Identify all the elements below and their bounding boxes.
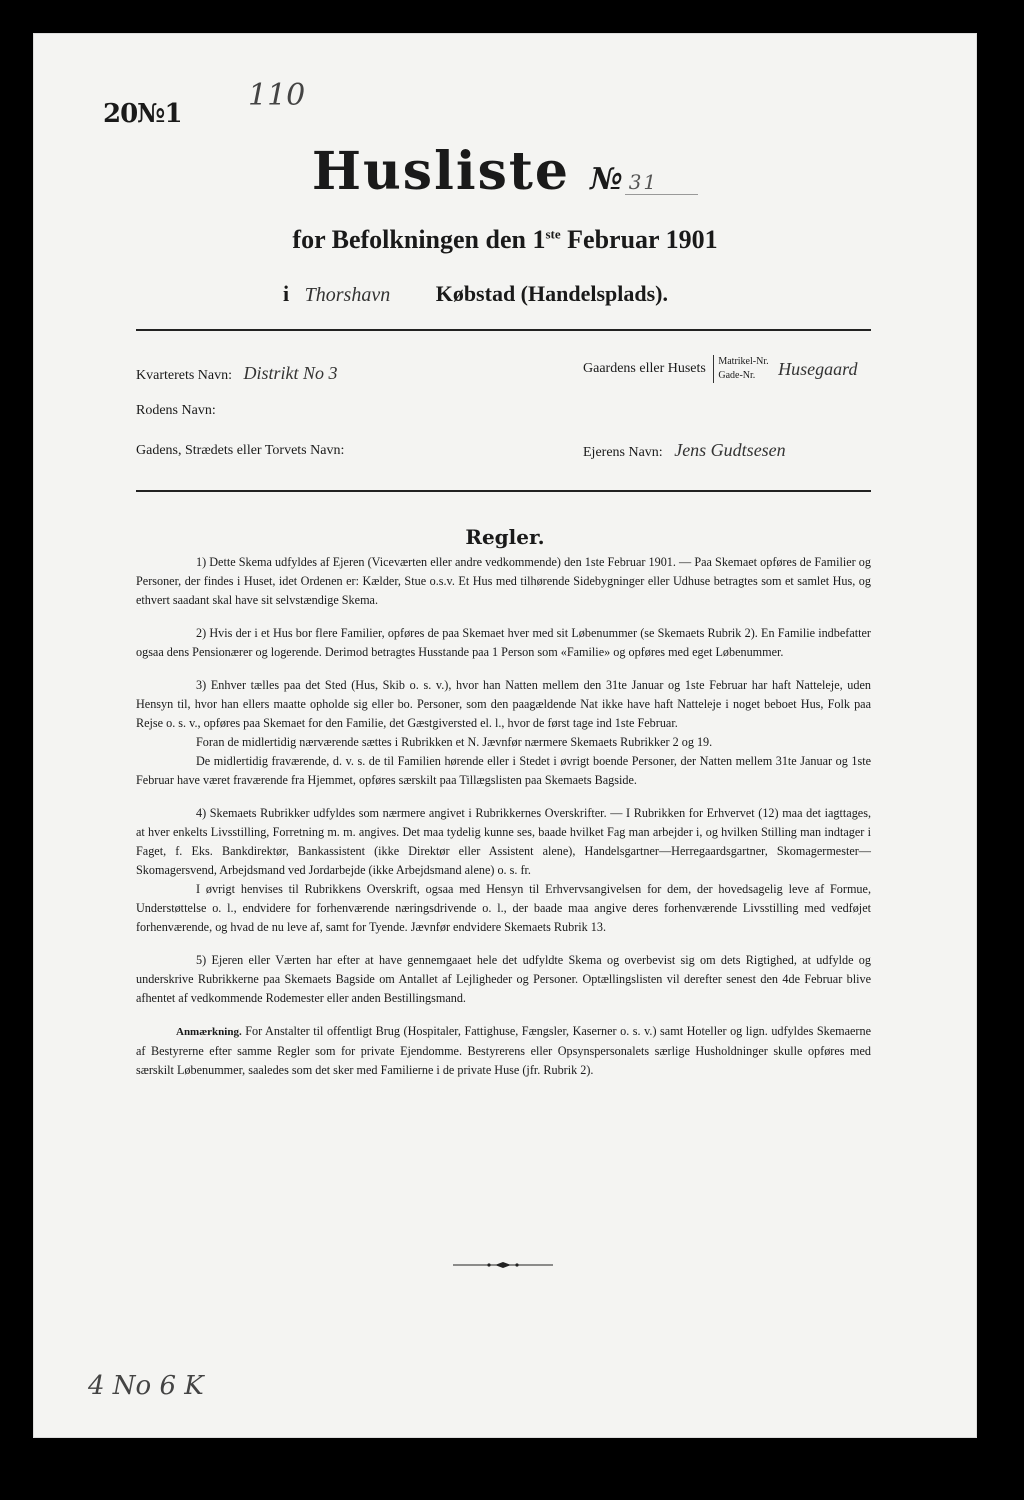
handwritten-bottom-note: 4 No 6 K — [88, 1371, 204, 1401]
gade-field — [136, 443, 344, 459]
kvarter-label: Kvarterets Navn: — [136, 368, 233, 383]
rule-5: 5) Ejeren eller Værten har efter at have gennemgaaet hele det udfyldte Skema og overbevist sig om dets Rigtighed, at udfylde og underskrive Rubrikkerne paa Skemaets Bagside om Antallet af Lejligheder og Personer. Optællingslisten vil derefter senest den 4de Februar blive afhentet af vedkommende Rodemester eller anden Bestillingsmand. — [136, 953, 871, 1005]
gaard-field — [583, 355, 857, 383]
gaard-bracket — [713, 355, 768, 383]
subtitle — [33, 225, 977, 255]
rules-heading: Regler. — [465, 525, 545, 549]
kvarter-field — [136, 363, 338, 384]
kvarter-value: Distrikt No 3 — [243, 363, 338, 383]
location-line — [283, 281, 668, 307]
town-name: Thorshavn — [304, 284, 391, 306]
rules-body — [136, 553, 871, 1094]
divider-top — [136, 329, 871, 331]
gaard-value: Husegaard — [778, 358, 858, 379]
subtitle-sup: ste — [545, 226, 561, 242]
rode-label: Rodens Navn: — [136, 403, 216, 418]
ejer-field — [583, 440, 786, 461]
rule-4a: 4) Skemaets Rubrikker udfyldes som nærmere angivet i Rubrikkernes Overskrifter. — I Rubrikken for Erhvervet (12) maa det iagttages, at hver enkelts Livsstilling, Forretning m. m. angives. Det maa tydelig kunne ses, baade hvilket Fag man arbejder i, og hvilken Stilling man indtager i Faget, f. Eks. Bankdirektør, Bankassistent (ikke Direktør eller Assistent alene), Handelsgartner—Herregaardsgartner, Skomagermester—Skomagersvend, Arbejdsmand ved Jordarbejde (ikke Arbejdsmand alene) o. s. fr. — [136, 806, 871, 877]
rule-3a: 3) Enhver tælles paa det Sted (Hus, Skib o. s. v.), hvor han Natten mellem den 31te Januar og 1ste Februar har haft Natteleje, uden Hensyn til, hvor han ellers maatte opholde sig eller bo. Personer, som den paagældende Nat ikke have haft Natteleje i noget beboet Hus, Folk paa Rejse o. s. v., opføres paa Skemaet for den Familie, det Gæstgiversted el. l., hvor de først tage ind 1ste Februar. — [136, 678, 871, 730]
rule-3c: De midlertidig fraværende, d. v. s. de til Familien hørende eller i Stedet i øvrigt boende Personer, der Natten mellem 31te Januar og 1ste Februar have været fraværende fra Hjemmet, opføres særskilt paa Tillægslisten paa Skemaets Bagside. — [136, 754, 871, 787]
divider-middle — [136, 490, 871, 492]
rode-field — [136, 403, 216, 419]
number-sign: № — [590, 162, 625, 197]
title-main: Husliste — [311, 141, 570, 202]
gadenr-label: Gade-Nr. — [718, 370, 756, 381]
list-number: 31 — [625, 170, 698, 195]
location-suffix: Købstad (Handelsplads). — [435, 281, 668, 306]
rule-3b: Foran de midlertidig nærværende sættes i Rubrikken et N. Jævnfør nærmere Skemaets Rubrikker 2 og 19. — [196, 735, 713, 749]
subtitle-before: for Befolkningen den 1 — [292, 225, 546, 254]
ejer-value: Jens Gudtsesen — [674, 440, 786, 460]
rules-note — [136, 1022, 871, 1080]
page-title — [33, 141, 977, 202]
matrikel-label: Matrikel-Nr. — [718, 356, 769, 367]
handwritten-top-note: 110 — [248, 78, 306, 113]
ejer-label: Ejerens Navn: — [583, 445, 663, 460]
rule-4b: I øvrigt henvises til Rubrikkens Overskrift, ogsaa med Hensyn til Erhvervsangivelsen for dem, der hovedsagelig leve af Formue, Understøttelse o. l., endvidere for forhenværende næringsdrivende o. l., der baade maa angive deres forhenværende Livsstilling med vedføjet forhenværende, og hvad de nu leve af, samt for Tyende. Jævnfør endvidere Skemaets Rubrik 13. — [136, 882, 871, 934]
note-text: For Anstalter til offentligt Brug (Hospitaler, Fattighuse, Fængsler, Kaserner o. s. v.) samt Hoteller og lign. udfyldes Skemaerne af Bestyrerne efter samme Regler som for private Ejendomme. Bestyrerens eller Opsynspersonalets særlige Husholdninger skulle opføres med særskilt Løbenummer, saaledes som det sker med Familierne i de private Huse (jfr. Rubrik 2). — [136, 1024, 871, 1077]
document-page — [33, 33, 977, 1438]
gaard-label: Gaardens eller Husets — [583, 361, 706, 376]
subtitle-after: Februar 1901 — [560, 225, 718, 254]
location-prefix: i — [283, 281, 290, 306]
archive-stamp: 20№1 — [103, 99, 182, 129]
ornament-divider — [453, 1261, 553, 1269]
rule-2: 2) Hvis der i et Hus bor flere Familier, opføres de paa Skemaet hver med sit Løbenummer (se Skemaets Rubrik 2). En Familie indbefatter ogsaa dens Pensionærer og logerende. Derimod betragtes Husstande paa 1 Person som «Familie» og opføres med eget Løbenummer. — [136, 626, 871, 659]
gade-label: Gadens, Strædets eller Torvets Navn: — [136, 443, 345, 458]
rule-1: 1) Dette Skema udfyldes af Ejeren (Viceværten eller andre vedkommende) den 1ste Februar 1901. — Paa Skemaet opføres de Familier og Personer, der findes i Huset, idet Ordenen er: Kælder, Stue o.s.v. Et Hus med tilhørende Sidebygninger eller Udhuse betragtes som et samlet Hus, og ethvert saadant skal have sit selvstændige Skema. — [136, 555, 871, 607]
note-label: Anmærkning. — [176, 1026, 242, 1038]
